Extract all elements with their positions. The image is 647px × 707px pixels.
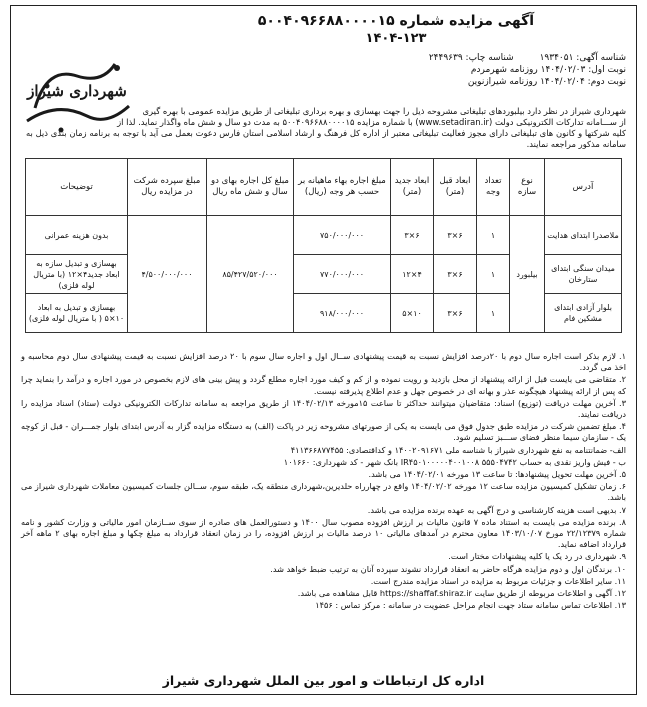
cell-old-dims: ۶×۳ <box>434 216 477 255</box>
condition-item: الف- ضمانتنامه به نفع شهرداری شیراز با شناسه ملی ۱۴۰۰۲۰۹۱۶۷۱ و کداقتصادی: ۴۱۱۳۶۶۸۷۷۴۵۵ <box>290 444 626 455</box>
billboard-table <box>25 158 622 333</box>
cell-count: ۱ <box>477 255 510 294</box>
cell-notes: بدون هزینه عمرانی <box>26 216 128 255</box>
logo-text: شهرداری شیراز <box>27 82 127 100</box>
condition-item: ۱۲. آگهی و اطلاعات مربوطه از طریق سایت https://shaffaf.shiraz.ir قابل مشاهده می باشد. <box>297 588 626 599</box>
condition-item: ۷. بدیهی است هزینه کارشناسی و درج آگهی به عهده برنده مزایده می باشد. <box>367 504 626 515</box>
footer-signature: اداره کل ارتباطات و امور بین الملل شهرداری شیراز <box>162 673 485 688</box>
second-turn: نوبت دوم: ۱۴۰۴/۰۲/۰۴ روزنامه شیرازنوین <box>467 77 626 87</box>
cell-address: میدان سنگی ابتدای ستارخان <box>545 255 622 294</box>
col-deposit: مبلغ سپرده شرکت در مزایده ریال <box>128 159 207 216</box>
condition-item: ۱. لازم بذکر است اجاره سال دوم با ۲۰درصد افزایش نسبت به قیمت پیشنهادی ســال اول و اجاره سال سوم با ۲۰ درصد افزایش نسبت به قیمت پیشنهادی سال دوم محاسبه و اخذ می گردد. <box>21 351 626 373</box>
cell-address: بلوار آزادی ابتدای مشکین فام <box>545 294 622 333</box>
cell-monthly-rent: ۷۵۰/۰۰۰/۰۰۰ <box>294 216 391 255</box>
cell-old-dims: ۶×۳ <box>434 294 477 333</box>
cell-notes: بهسازی و تبدیل به ابعاد ۱۰×۵ ( با متریال لوله فلزی) <box>26 294 128 333</box>
table-row <box>26 216 622 255</box>
col-monthly-rent: مبلغ اجاره بهاء ماهیانه بر حسب هر وجه (ریال) <box>294 159 391 216</box>
intro-line: شهرداری شیراز در نظر دارد بیلبوردهای تبلیغاتی مشروحه ذیل را جهت بهسازی و بهره برداری تبلیغاتی از طریق مزایده عمومی با بهره گیری <box>142 106 626 116</box>
condition-item: ب - فیش واریز نقدی به حساب ۵۵۵۰۴۷۴۲ IR۴۵۰۱۰۰۰۰۰۴۰۰۱۰۰۸ بانک شهر - کد شهرداری: ۱۰۱۶۶۰ <box>283 456 626 467</box>
cell-count: ۱ <box>477 294 510 333</box>
cell-count: ۱ <box>477 216 510 255</box>
cell-address: ملاصدرا ابتدای هدایت <box>545 216 622 255</box>
condition-item: ۴. مبلغ تضمین شرکت در مزایده طبق جدول فوق می بایست به یکی از صورتهای مشروحه زیر در پاکت (الف) به دستگاه مزایده گزار به آدرس ابتدای بلوار جمـــران - قبل از کوچه یک - سازمان سیما منظر فضای ســـبز تسلیم شود. <box>21 421 626 443</box>
print-id: شناسه چاپ: ۲۴۴۹۶۳۹ <box>428 53 514 63</box>
condition-item: ۹. شهرداری در رد یک یا کلیه پیشنهادات مختار است. <box>448 551 626 562</box>
col-address: آدرس <box>545 159 622 216</box>
table-header-row <box>26 159 622 216</box>
cell-total-rent: ۸۵/۴۲۷/۵۲۰/۰۰۰ <box>207 216 294 333</box>
intro-line: کلیه شرکتها و کانون های تبلیغاتی دارای مجوز فعالیت تبلیغاتی معتبر از اداره کل فرهنگ و ارشاد اسلامی استان فارس دعوت بعمل می آید با توجه به برنامه زمان بندی ذیل به سامانه مذکور مراجعه نمایند. <box>26 128 626 149</box>
condition-item: ۲. متقاضی می بایست قبل از ارائه پیشنهاد از محل بازدید و رویت نموده و از کم و کیف مورد اجاره مطلع گردد و پیش بینی های لازم بخصوص در مورد اجاره و درآمد را بنماید چرا که پس از ارائه پیشنهاد هیچگونه عذر و بهانه ای در خصوص جهل و عدم اطلاع پذیرفته نیست. <box>21 374 626 396</box>
ad-title-number: ۱۴۰۴-۱۲۳ <box>365 31 427 46</box>
cell-type: بیلبورد <box>510 216 545 333</box>
first-turn: نوبت اول: ۱۴۰۴/۰۲/۰۳ روزنامه شهرمردم <box>470 65 626 75</box>
condition-item: ۶. زمان تشکیل کمیسیون مزایده ساعت ۱۲ مورخه ۱۴۰۴/۰۲/۰۲ واقع در چهارراه حلدیرین،شهرداری منطقه یک، طبقه سوم، ســالن جلسات کمیسیون معاملات شهرداری شیراز می باشد. <box>21 481 626 503</box>
intro-paragraph <box>26 106 626 150</box>
ad-id: شناسه آگهی: ۱۹۳۴۰۵۱ <box>539 53 626 63</box>
ad-title: آگهی مزایده شماره ۵۰۰۴۰۹۶۶۸۸۰۰۰۰۱۵ <box>257 13 535 29</box>
cell-new-dims: ۱۰×۵ <box>391 294 434 333</box>
cell-new-dims: ۶×۳ <box>391 216 434 255</box>
condition-item: ۱۱. سایر اطلاعات و جزئیات مربوط به مزایده در اسناد مزایده مندرج است. <box>370 575 626 586</box>
condition-item: ۸. برنده مزایده می بایست به استناد ماده ۷ قانون مالیات بر ارزش افزوده مصوب سال ۱۴۰۰ و دستورالعمل های صادره از سوی ســازمان امور مالیاتی و وزارت کشور و نامه شماره ۲۲/۱۲۳۷۹ مورخ ۱۴۰۳/۱۰/۰۷ معاون محترم در آمدهای مالیاتی ۱۰ درصد مالیات بر ارزش افزوده، را در زمان انعقاد قرارداد به مبلغ چکها و مبلغ اجاره بهای ۲ ماهه آخر قرارداد اضافه نماید. <box>21 516 627 550</box>
cell-monthly-rent: ۹۱۸/۰۰۰/۰۰۰ <box>294 294 391 333</box>
ad-meta <box>126 52 626 88</box>
intro-line: از ســـامانه تدارکات الکترونیکی دولت (www.setadiran.ir) با شماره مزایده ۵۰۰۴۰۹۶۶۸۸۰۰۰۰۱۵ به مدت دو سال و شش ماه واگذار نماید. لذا از <box>117 117 626 127</box>
cell-old-dims: ۶×۳ <box>434 255 477 294</box>
ad-header <box>126 12 626 88</box>
col-count: تعداد وجه <box>477 159 510 216</box>
col-type: نوع سازه <box>510 159 545 216</box>
cell-notes: بهسازی و تبدیل سازه به ابعاد جدید۴×۱۲ (با متریال لوله فلزی) <box>26 255 128 294</box>
cell-new-dims: ۴×۱۲ <box>391 255 434 294</box>
cell-monthly-rent: ۷۷۰/۰۰۰/۰۰۰ <box>294 255 391 294</box>
condition-item: ۱۳. اطلاعات تماس سامانه ستاد جهت انجام مراحل عضویت در سامانه : مرکز تماس : ۱۴۵۶ <box>315 600 626 611</box>
col-notes: توضیحات <box>26 159 128 216</box>
condition-item: ۵. آخرین مهلت تحویل پیشنهادها: تا ساعت ۱۳ مورخه ۱۴۰۴/۰۲/۰۱ می باشد. <box>368 469 626 480</box>
col-old-dims: ابعاد قبل (متر) <box>434 159 477 216</box>
conditions-list <box>21 351 626 612</box>
cell-deposit: ۴/۵۰۰/۰۰۰/۰۰۰ <box>128 216 207 333</box>
condition-item: ۱۰. برندگان اول و دوم مزایده هرگاه حاضر به انعقاد قرارداد نشوند سپرده آنان به ترتیب ضبط خواهد شد. <box>270 563 626 574</box>
ad-page <box>10 5 637 695</box>
col-new-dims: ابعاد جدید (متر) <box>391 159 434 216</box>
condition-item: ۳. آخرین مهلت دریافت (توزیع) اسناد: متقاضیان میتوانند حداکثر تا ساعت ۱۵مورخه ۱۴۰۴/۰۲/۱۳ از طریق مراجعه به سامانه تدارکات الکترونیکی دولت (ستاد) اسناد مزایده را دریافت نمایند. <box>21 397 627 420</box>
col-total-rent: مبلغ کل اجاره بهای دو سال و شش ماه ریال <box>207 159 294 216</box>
